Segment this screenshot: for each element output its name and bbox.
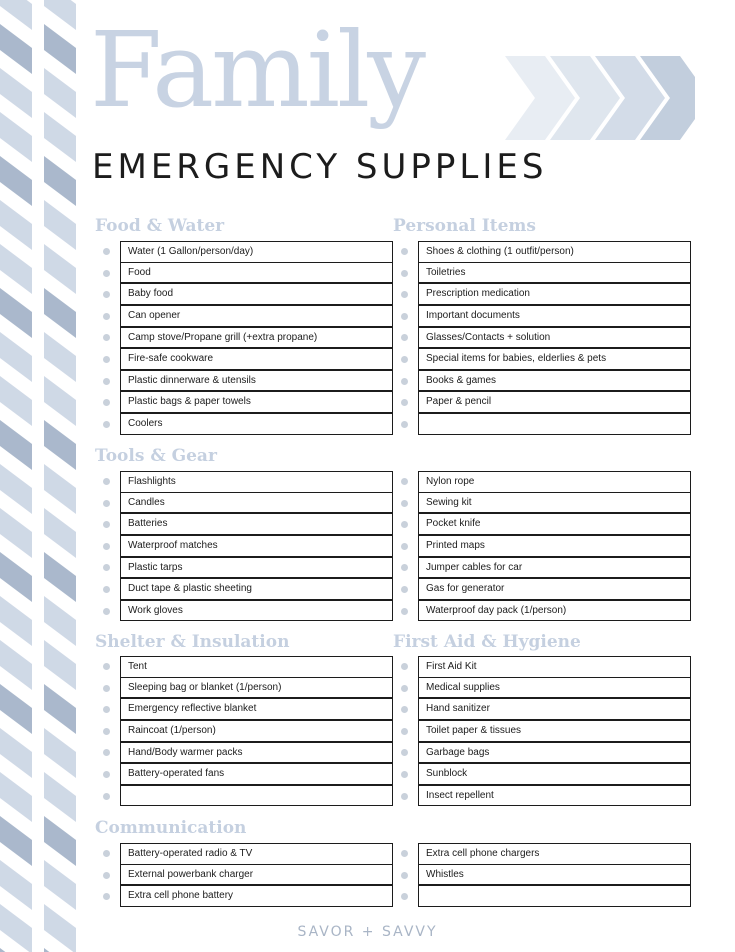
bullet-dot-icon — [103, 586, 110, 593]
checklist-item-label: Battery-operated fans — [128, 768, 225, 780]
checklist-item-label: Sleeping bag or blanket (1/person) — [128, 681, 282, 693]
checklist-item-label: Nylon rope — [426, 476, 475, 487]
checklist-row — [418, 764, 691, 786]
checklist-cell — [418, 557, 691, 579]
bullet-dot-icon — [103, 378, 110, 385]
checklist-item-label: Plastic tarps — [128, 561, 183, 573]
checklist-cell — [418, 513, 691, 535]
checklist-item-label: Important documents — [426, 310, 520, 322]
checklist-row — [120, 656, 393, 678]
checklist-row — [120, 786, 393, 808]
checklist-row — [418, 742, 691, 764]
checklist-item-label: Coolers — [128, 418, 163, 429]
checklist-cell — [418, 471, 691, 493]
checklist-row — [120, 886, 393, 908]
bullet-dot-icon — [401, 586, 408, 593]
bullet-dot-icon — [401, 850, 408, 857]
checklist-cell — [120, 262, 393, 284]
checklist-row — [120, 392, 393, 414]
food-water-list — [120, 241, 393, 435]
section-title-first-aid-hygiene: First Aid & Hygiene — [393, 632, 581, 652]
checklist-item-label: Food — [128, 266, 151, 278]
checklist-row — [120, 742, 393, 764]
bullet-dot-icon — [103, 564, 110, 571]
checklist-row — [120, 284, 393, 306]
checklist-cell — [120, 720, 393, 742]
checklist-cell — [120, 742, 393, 764]
checklist-cell — [418, 864, 691, 886]
checklist-row — [120, 514, 393, 536]
checklist-cell — [418, 241, 691, 263]
bullet-dot-icon — [103, 270, 110, 277]
checklist-cell — [120, 348, 393, 370]
bullet-dot-icon — [401, 543, 408, 550]
section-title-communication: Communication — [95, 818, 247, 838]
bullet-dot-icon — [401, 793, 408, 800]
bullet-dot-icon — [103, 313, 110, 320]
bullet-dot-icon — [103, 248, 110, 255]
checklist-item-label: Whistles — [426, 868, 464, 880]
checklist-item-label: Prescription medication — [426, 288, 530, 300]
checklist-item-label: Candles — [128, 496, 165, 508]
checklist-item-label: Garbage bags — [426, 746, 490, 758]
checklist-cell — [418, 262, 691, 284]
footer-brand: SAVOR + SAVVY — [297, 924, 438, 940]
bullet-dot-icon — [103, 771, 110, 778]
checklist-row — [418, 786, 691, 808]
checklist-cell — [120, 885, 393, 907]
checklist-row — [120, 557, 393, 579]
communication-list-right — [418, 843, 691, 908]
checklist-item-label: Waterproof matches — [128, 540, 218, 552]
checklist-cell — [418, 720, 691, 742]
bullet-dot-icon — [103, 872, 110, 879]
tools-gear-list-right — [418, 471, 691, 622]
checklist-row — [418, 557, 691, 579]
checklist-cell — [120, 327, 393, 349]
checklist-item-label: Printed maps — [426, 540, 485, 552]
checklist-item-label: Tent — [128, 661, 147, 672]
checklist-row — [120, 536, 393, 558]
checklist-row — [120, 579, 393, 601]
checklist-row — [418, 699, 691, 721]
checklist-item-label: Waterproof day pack (1/person) — [426, 604, 567, 616]
checklist-row — [418, 493, 691, 515]
checklist-item-label: Hand sanitizer — [426, 703, 490, 715]
checklist-row — [418, 514, 691, 536]
title-emergency-supplies: EMERGENCY SUPPLIES — [92, 147, 548, 187]
checklist-row — [120, 601, 393, 623]
checklist-item-label: Plastic dinnerware & utensils — [128, 374, 256, 386]
checklist-cell — [418, 348, 691, 370]
checklist-item-label: Gas for generator — [426, 583, 505, 595]
checklist-cell — [418, 391, 691, 413]
checklist-cell — [120, 241, 393, 263]
checklist-cell — [120, 283, 393, 305]
checklist-item-label: Battery-operated radio & TV — [128, 848, 253, 859]
checklist-item-label: Work gloves — [128, 604, 183, 616]
bullet-dot-icon — [401, 399, 408, 406]
bullet-dot-icon — [401, 334, 408, 341]
checklist-cell — [120, 557, 393, 579]
arrow-chevrons-icon — [505, 56, 695, 140]
bullet-dot-icon — [401, 893, 408, 900]
bullet-dot-icon — [103, 521, 110, 528]
bullet-dot-icon — [401, 564, 408, 571]
checklist-item-label: Raincoat (1/person) — [128, 725, 216, 737]
checklist-cell — [418, 327, 691, 349]
checklist-row — [120, 327, 393, 349]
bullet-dot-icon — [103, 356, 110, 363]
bullet-dot-icon — [401, 663, 408, 670]
checklist-row — [418, 471, 691, 493]
bullet-dot-icon — [401, 478, 408, 485]
checklist-item-label: Insect repellent — [426, 789, 494, 801]
checklist-cell — [418, 742, 691, 764]
checklist-row — [418, 579, 691, 601]
checklist-row — [418, 536, 691, 558]
checklist-cell — [120, 535, 393, 557]
checklist-item-label: Sewing kit — [426, 496, 472, 508]
checklist-item-label: Glasses/Contacts + solution — [426, 331, 551, 343]
bullet-dot-icon — [401, 685, 408, 692]
bullet-dot-icon — [401, 248, 408, 255]
bullet-dot-icon — [103, 608, 110, 615]
checklist-row — [418, 886, 691, 908]
checklist-cell — [418, 843, 691, 865]
bullet-dot-icon — [401, 291, 408, 298]
bullet-dot-icon — [103, 291, 110, 298]
checklist-item-label: Books & games — [426, 374, 497, 386]
checklist-item-label: Paper & pencil — [426, 396, 492, 408]
bullet-dot-icon — [401, 872, 408, 879]
checklist-item-label: Batteries — [128, 518, 168, 530]
bullet-dot-icon — [401, 270, 408, 277]
checklist-row — [418, 721, 691, 743]
checklist-item-label: Hand/Body warmer packs — [128, 746, 243, 758]
checklist-row — [418, 371, 691, 393]
checklist-cell — [418, 600, 691, 622]
personal-items-list — [418, 241, 691, 435]
bullet-dot-icon — [103, 893, 110, 900]
checklist-row — [120, 306, 393, 328]
checklist-row — [418, 306, 691, 328]
checklist-row — [418, 327, 691, 349]
bullet-dot-icon — [103, 543, 110, 550]
checklist-item-label: Baby food — [128, 288, 174, 300]
checklist-item-label: Pocket knife — [426, 518, 481, 530]
checklist-cell — [418, 492, 691, 514]
bullet-dot-icon — [401, 521, 408, 528]
checklist-cell — [418, 413, 691, 435]
checklist-cell — [120, 600, 393, 622]
bullet-dot-icon — [103, 793, 110, 800]
bullet-dot-icon — [103, 399, 110, 406]
checklist-row — [120, 349, 393, 371]
bullet-dot-icon — [401, 608, 408, 615]
checklist-row — [418, 241, 691, 263]
checklist-cell — [120, 864, 393, 886]
shelter-insulation-list — [120, 656, 393, 807]
checklist-row — [418, 263, 691, 285]
checklist-item-label: Medical supplies — [426, 681, 500, 693]
checklist-item-label: Sunblock — [426, 768, 468, 780]
first-aid-hygiene-list — [418, 656, 691, 807]
checklist-cell — [120, 785, 393, 807]
bullet-dot-icon — [401, 378, 408, 385]
checklist-row — [120, 865, 393, 887]
checklist-item-label: Fire-safe cookware — [128, 353, 214, 365]
checklist-item-label: Shoes & clothing (1 outfit/person) — [426, 246, 574, 257]
bullet-dot-icon — [103, 728, 110, 735]
checklist-cell — [120, 677, 393, 699]
communication-list-left — [120, 843, 393, 908]
checklist-cell — [120, 370, 393, 392]
checklist-row — [120, 371, 393, 393]
bullet-dot-icon — [103, 663, 110, 670]
section-title-shelter-insulation: Shelter & Insulation — [95, 632, 290, 652]
checklist-row — [120, 678, 393, 700]
checklist-cell — [418, 305, 691, 327]
checklist-row — [418, 843, 691, 865]
checklist-cell — [418, 578, 691, 600]
bullet-dot-icon — [103, 334, 110, 341]
checklist-item-label: Duct tape & plastic sheeting — [128, 583, 252, 595]
checklist-cell — [418, 763, 691, 785]
tools-gear-list-left — [120, 471, 393, 622]
checklist-cell — [120, 305, 393, 327]
checklist-row — [418, 284, 691, 306]
checklist-cell — [120, 413, 393, 435]
checklist-row — [120, 241, 393, 263]
bullet-dot-icon — [401, 706, 408, 713]
bullet-dot-icon — [401, 313, 408, 320]
chevron-pattern — [0, 0, 80, 952]
checklist-row — [120, 843, 393, 865]
checklist-cell — [120, 698, 393, 720]
checklist-item-label: Special items for babies, elderlies & pets — [426, 353, 607, 365]
bullet-dot-icon — [401, 771, 408, 778]
checklist-cell — [120, 492, 393, 514]
checklist-cell — [120, 578, 393, 600]
checklist-row — [418, 414, 691, 436]
checklist-row — [418, 601, 691, 623]
checklist-item-label: First Aid Kit — [426, 661, 477, 672]
checklist-cell — [418, 698, 691, 720]
bullet-dot-icon — [103, 850, 110, 857]
checklist-item-label: Can opener — [128, 310, 181, 322]
bullet-dot-icon — [401, 421, 408, 428]
title-family: Family — [90, 9, 423, 131]
checklist-item-label: Water (1 Gallon/person/day) — [128, 246, 254, 257]
checklist-cell — [120, 513, 393, 535]
checklist-row — [120, 414, 393, 436]
checklist-row — [418, 656, 691, 678]
checklist-row — [418, 349, 691, 371]
checklist-cell — [418, 370, 691, 392]
bullet-dot-icon — [401, 728, 408, 735]
checklist-item-label: Extra cell phone chargers — [426, 848, 540, 859]
checklist-row — [120, 721, 393, 743]
checklist-item-label: Plastic bags & paper towels — [128, 396, 251, 408]
checklist-row — [120, 263, 393, 285]
checklist-row — [120, 699, 393, 721]
checklist-cell — [418, 677, 691, 699]
bullet-dot-icon — [401, 356, 408, 363]
checklist-row — [120, 493, 393, 515]
checklist-item-label: Jumper cables for car — [426, 561, 523, 573]
checklist-row — [120, 471, 393, 493]
checklist-row — [418, 392, 691, 414]
checklist-item-label: Flashlights — [128, 476, 176, 487]
checklist-cell — [120, 391, 393, 413]
bullet-dot-icon — [103, 500, 110, 507]
checklist-cell — [418, 283, 691, 305]
section-title-personal-items: Personal Items — [393, 216, 536, 236]
bullet-dot-icon — [401, 749, 408, 756]
checklist-row — [120, 764, 393, 786]
checklist-cell — [120, 763, 393, 785]
checklist-cell — [418, 885, 691, 907]
checklist-cell — [418, 535, 691, 557]
bullet-dot-icon — [103, 749, 110, 756]
checklist-row — [418, 865, 691, 887]
section-title-food-water: Food & Water — [95, 216, 225, 236]
bullet-dot-icon — [103, 685, 110, 692]
checklist-item-label: Toilet paper & tissues — [426, 725, 522, 737]
section-title-tools-gear: Tools & Gear — [95, 446, 217, 466]
bullet-dot-icon — [401, 500, 408, 507]
checklist-cell — [418, 785, 691, 807]
checklist-item-label: Emergency reflective blanket — [128, 703, 257, 715]
bullet-dot-icon — [103, 421, 110, 428]
checklist-cell — [418, 656, 691, 678]
checklist-cell — [120, 656, 393, 678]
checklist-item-label: Extra cell phone battery — [128, 890, 234, 902]
checklist-item-label: Camp stove/Propane grill (+extra propane) — [128, 331, 318, 343]
bullet-dot-icon — [103, 478, 110, 485]
checklist-item-label: Toiletries — [426, 266, 466, 278]
checklist-cell — [120, 843, 393, 865]
checklist-row — [418, 678, 691, 700]
checklist-cell — [120, 471, 393, 493]
checklist-item-label: External powerbank charger — [128, 868, 254, 880]
bullet-dot-icon — [103, 706, 110, 713]
